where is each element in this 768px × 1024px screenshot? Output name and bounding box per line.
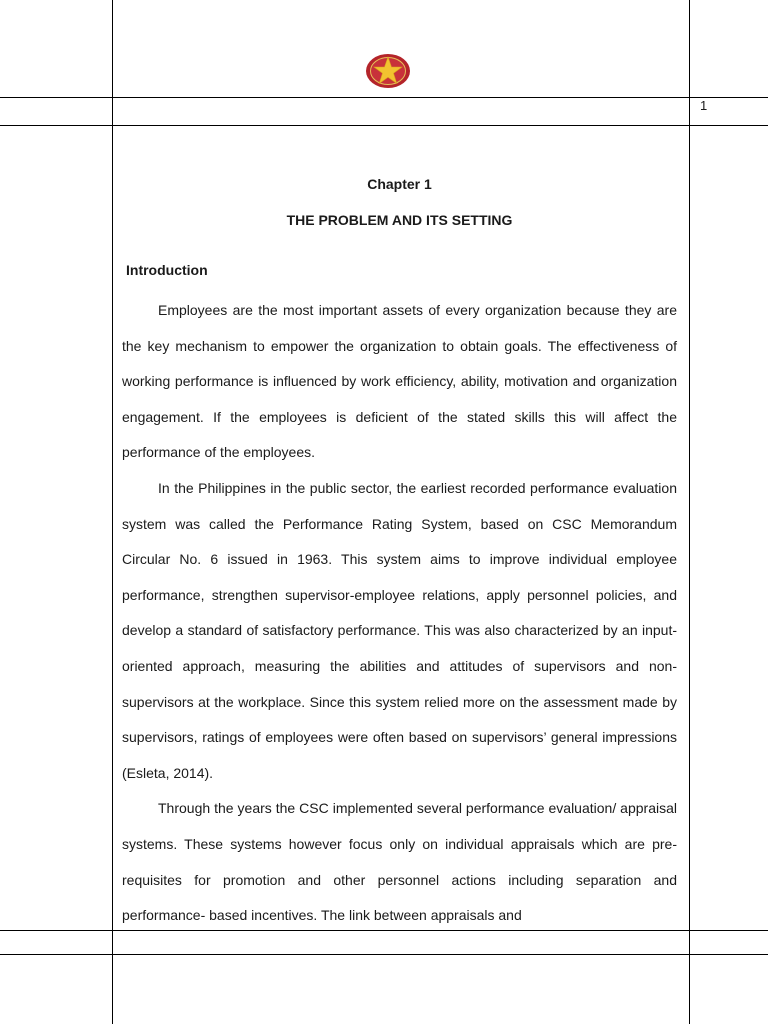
- seal-logo: [364, 51, 412, 91]
- footer-line-bottom: [0, 954, 768, 955]
- right-margin-line: [689, 0, 690, 1024]
- header-line-top: [0, 97, 768, 98]
- page-number: 1: [700, 98, 708, 113]
- star-seal-icon: [364, 51, 412, 91]
- chapter-label: Chapter 1: [367, 176, 432, 192]
- chapter-title: THE PROBLEM AND ITS SETTING: [286, 212, 513, 228]
- document-body: [122, 173, 677, 934]
- section-heading: Introduction: [126, 262, 208, 278]
- header-line-bottom: [0, 125, 768, 126]
- paragraph: In the Philippines in the public sector, the earliest recorded performance evaluation system was called the Performance Rating System, based on CSC Memorandum Circular No. 6 issued in 1963. This system aims to improve individual employee performance, strengthen supervisor-employee relations, apply personnel policies, and develop a standard of satisfactory performance. This was also characterized by an input-oriented approach, measuring the abilities and attitudes of supervisors and non-supervisors at the workplace. Since this system relied more on the assessment made by supervisors, ratings of employees were often based on supervisors’ general impressions (Esleta, 2014).: [122, 479, 677, 781]
- paragraph: Employees are the most important assets of every organization because they are the key mechanism to empower the organization to obtain goals. The effectiveness of working performance is influenced by work efficiency, ability, motivation and organization engagement. If the employees is deficient of the stated skills this will affect the performance of the employees.: [122, 302, 677, 461]
- left-margin-line: [112, 0, 113, 1024]
- paragraph: Through the years the CSC implemented several performance evaluation/ appraisal systems. These systems however focus only on individual appraisals which are pre-requisites for promotion and other personnel actions including separation and performance- based incentives. The link between appraisals and: [122, 800, 677, 924]
